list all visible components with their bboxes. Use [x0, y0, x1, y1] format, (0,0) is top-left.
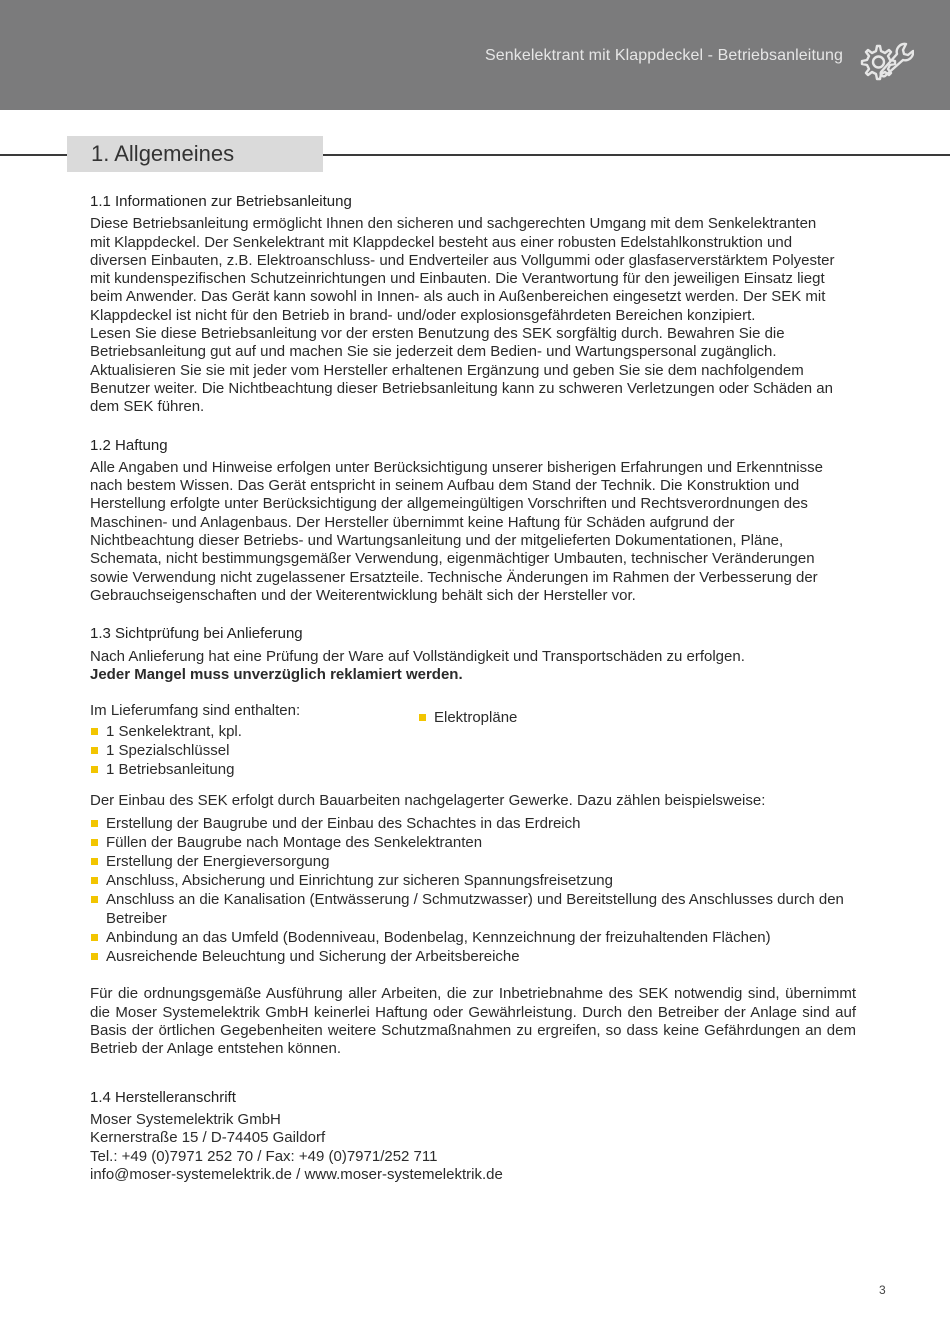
- text-line: nach bestem Wissen. Das Gerät entspricht in seinem Aufbau dem Stand der Technik. Die Konstruktion und: [90, 477, 800, 495]
- text-line: mit Klappdeckel. Der Senkelektrant mit Klappdeckel besteht aus einer robusten Edelstahlkonstruktion und: [90, 233, 793, 251]
- document-title: Senkelektrant mit Klappdeckel - Betriebsanleitung: [485, 47, 843, 64]
- text-line: Lesen Sie diese Betriebsanleitung vor der ersten Benutzung des SEK sorgfältig durch. Bewahren Sie die: [90, 325, 785, 343]
- divider-line-left: [0, 154, 67, 156]
- install-item: [90, 890, 856, 928]
- gear-wrench-icon: [858, 40, 914, 84]
- text-line: beim Anwender. Das Gerät kann sowohl in Innen- als auch in Außenbereichen eingesetzt werden. Der SEK mit: [90, 288, 826, 306]
- defect-notice: Jeder Mangel muss unverzüglich reklamiert werden.: [90, 665, 463, 683]
- text-line: Betriebsanleitung gut auf und machen Sie sie jederzeit dem Bedien- und Wartungspersonal zugänglich.: [90, 343, 777, 361]
- delivery-scope-intro: Im Lieferumfang sind enthalten:: [90, 702, 301, 720]
- scope-item-text: 1 Spezialschlüssel: [106, 742, 230, 760]
- install-item: [90, 833, 856, 852]
- paragraph-inspection: Nach Anlieferung hat eine Prüfung der Ware auf Vollständigkeit und Transportschäden zu erfolgen.: [90, 647, 745, 665]
- paragraph-info: [90, 215, 856, 416]
- text-line: dem SEK führen.: [90, 398, 205, 416]
- company-web: info@moser-systemelektrik.de / www.moser-systemelektrik.de: [90, 1165, 503, 1183]
- company-phone: Tel.: +49 (0)7971 252 70 / Fax: +49 (0)7971/252 711: [90, 1147, 438, 1165]
- paragraph-liability: [90, 459, 856, 605]
- section-title: 1. Allgemeines: [91, 141, 235, 166]
- bullet-square-icon: [91, 839, 98, 846]
- install-item: [90, 928, 856, 947]
- bullet-square-icon: [91, 766, 98, 773]
- install-item-text: Ausreichende Beleuchtung und Sicherung der Arbeitsbereiche: [106, 948, 520, 966]
- heading-inspection: 1.3 Sichtprüfung bei Anlieferung: [90, 625, 303, 643]
- bullet-square-icon: [91, 858, 98, 865]
- bullet-square-icon: [91, 820, 98, 827]
- install-item: [90, 871, 856, 890]
- text-line: Alle Angaben und Hinweise erfolgen unter Berücksichtigung unserer bisherigen Erfahrungen und Erkenntnisse: [90, 458, 823, 476]
- text-line: Benutzer weiter. Die Nichtbeachtung dieser Betriebsanleitung kann zu schweren Verletzungen oder Schäden an: [90, 379, 833, 397]
- scope-item-text: Elektropläne: [434, 709, 518, 727]
- install-item-text: Anschluss, Absicherung und Einrichtung zur sicheren Spannungsfreisetzung: [106, 872, 613, 890]
- bullet-square-icon: [91, 747, 98, 754]
- heading-manufacturer: 1.4 Herstelleranschrift: [90, 1088, 236, 1106]
- delivery-scope: [90, 702, 856, 779]
- text-line: Gebrauchseigenschaften und der Weiterentwicklung behält sich der Hersteller vor.: [90, 586, 636, 604]
- document-body: [90, 193, 856, 1184]
- text-line: Diese Betriebsanleitung ermöglicht Ihnen den sicheren und sachgerechten Umgang mit dem Senkelektranten: [90, 215, 817, 233]
- text-line: Maschinen- und Anlagenbaus. Der Hersteller übernimmt keine Haftung für Schäden aufgrund der: [90, 513, 735, 531]
- install-item-text: Anschluss an die Kanalisation (Entwässerung / Schmutzwasser) und Bereitstellung des Anschlusses durch den Betreiber: [106, 891, 844, 928]
- scope-item: [418, 708, 517, 727]
- scope-item: [90, 741, 242, 760]
- delivery-scope-list-right: [418, 708, 517, 727]
- text-line: Herstellung erfolgte unter Berücksichtigung der allgemeingültigen Vorschriften und Rechtsverordnungen des: [90, 495, 808, 513]
- bullet-square-icon: [91, 953, 98, 960]
- heading-info: 1.1 Informationen zur Betriebsanleitung: [90, 193, 352, 210]
- install-item-text: Füllen der Baugrube nach Montage des Senkelektranten: [106, 834, 483, 852]
- page-header: [0, 0, 950, 110]
- company-name: Moser Systemelektrik GmbH: [90, 1110, 281, 1128]
- divider-line-right: [323, 154, 950, 156]
- paragraph-disclaimer: Für die ordnungsgemäße Ausführung aller Arbeiten, die zur Inbetriebnahme des SEK notwendig sind, übernimmt die Moser Systemelektrik GmbH keinerlei Haftung oder Gewährleistung. Durch den Betreiber der Anlage sind auf Basis der örtlichen Gegebenheiten weitere Schutzmaßnahmen zu ergreifen, so dass keine Gefährdungen an dem Betrieb der Anlage entstehen können.: [90, 985, 856, 1058]
- delivery-scope-list: [90, 722, 242, 779]
- scope-item-text: 1 Betriebsanleitung: [106, 761, 235, 779]
- install-item-text: Anbindung an das Umfeld (Bodenniveau, Bodenbelag, Kennzeichnung der freizuhaltenden Flächen): [106, 929, 771, 947]
- install-item: [90, 814, 856, 833]
- install-item: [90, 947, 856, 966]
- bullet-square-icon: [419, 714, 426, 721]
- text-line: diversen Einbauten, z.B. Elektroanschluss- und Endverteiler aus Vollgummi oder glasfaserverstärktem Polyester: [90, 251, 835, 269]
- text-line: sowie Verwendung nicht zugelassener Ersatzteile. Technische Änderungen im Rahmen der Verbesserung der: [90, 568, 818, 586]
- text-line: Schemata, nicht bestimmungsgemäßer Verwendung, eigenmächtiger Umbauten, technischer Veränderungen: [90, 550, 815, 568]
- install-item-text: Erstellung der Baugrube und der Einbau des Schachtes in das Erdreich: [106, 815, 581, 833]
- install-item-text: Erstellung der Energieversorgung: [106, 853, 330, 871]
- install-item: [90, 852, 856, 871]
- scope-item: [90, 760, 242, 779]
- bullet-square-icon: [91, 728, 98, 735]
- page-number: 3: [879, 1283, 886, 1297]
- scope-item-text: 1 Senkelektrant, kpl.: [106, 723, 242, 741]
- scope-item: [90, 722, 242, 741]
- company-street: Kernerstraße 15 / D-74405 Gaildorf: [90, 1129, 326, 1147]
- text-line: mit kundenspezifischen Schutzeinrichtungen und Einbauten. Die Verantwortung für den jeweiligen Einsatz liegt: [90, 270, 825, 288]
- text-line: Aktualisieren Sie sie mit jeder vom Hersteller erhaltenen Ergänzung und geben Sie sie dem nachfolgendem: [90, 361, 804, 379]
- text-line: Nichtbeachtung dieser Betriebs- und Wartungsanleitung und der mitgelieferten Dokumentationen, Pläne,: [90, 532, 784, 550]
- bullet-square-icon: [91, 896, 98, 903]
- bullet-square-icon: [91, 934, 98, 941]
- installation-list: [90, 814, 856, 966]
- heading-liability: 1.2 Haftung: [90, 436, 168, 454]
- installation-intro: Der Einbau des SEK erfolgt durch Bauarbeiten nachgelagerter Gewerke. Dazu zählen beispielsweise:: [90, 792, 766, 810]
- bullet-square-icon: [91, 877, 98, 884]
- text-line: Klappdeckel ist nicht für den Betrieb in brand- und/oder explosionsgefährdeten Bereichen konzipiert.: [90, 306, 756, 324]
